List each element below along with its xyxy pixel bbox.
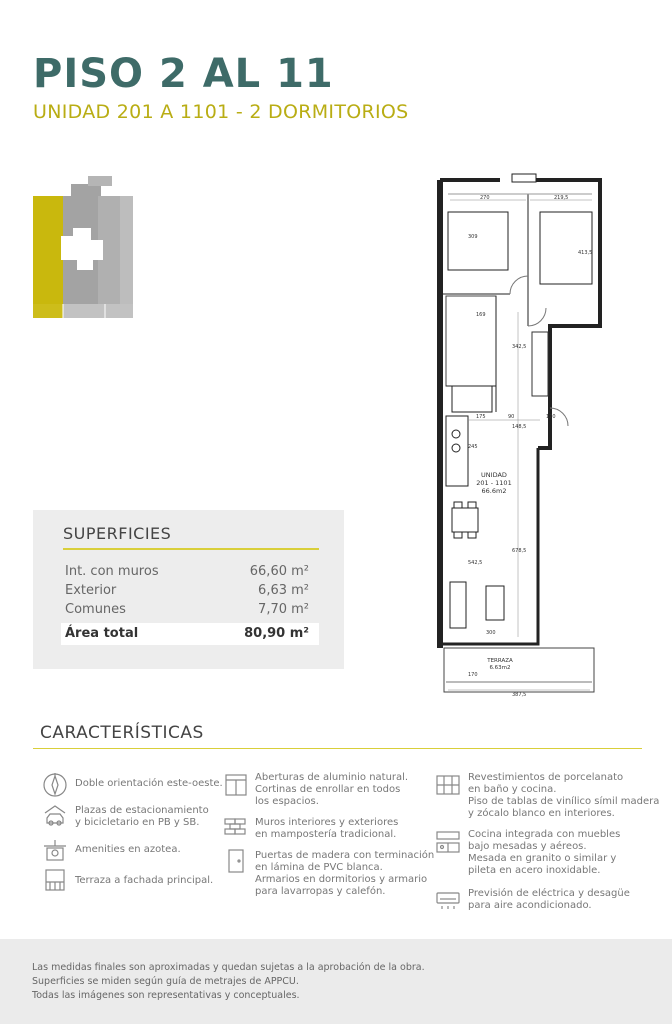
feature-terrace: Terraza a fachada principal.: [75, 875, 214, 886]
rooftop-amenities-icon: [42, 838, 68, 864]
page-subtitle: UNIDAD 201 A 1101 - 2 DORMITORIOS: [33, 101, 409, 123]
caracteristicas-divider: [33, 748, 642, 749]
unit-area-label: 66.6m2: [481, 487, 507, 495]
feature-windows: Aberturas de aluminio natural. Cortinas de enrollar en todos los espacios.: [255, 772, 409, 807]
footer: [0, 939, 672, 1024]
terrace-label: TERRAZA: [487, 658, 513, 664]
dim-219: 219,5: [554, 195, 569, 201]
feature-parking: Plazas de estacionamiento y bicicletario en PB y SB.: [75, 805, 209, 828]
surface-total-label: Área total: [65, 626, 139, 641]
kitchen-icon: [435, 829, 461, 855]
dim-342: 342,5: [512, 344, 527, 350]
window-icon: [223, 772, 249, 798]
feature-doors: Puertas de madera con terminación en lámina de PVC blanca. Armarios en dormitorios y armario para lavarropas y calefón.: [255, 850, 435, 897]
dim-170b: 170: [468, 672, 478, 678]
dim-678: 678,5: [512, 548, 527, 554]
dim-169: 169: [476, 312, 486, 318]
compass-icon: [42, 772, 68, 798]
caracteristicas-title: CARACTERÍSTICAS: [40, 723, 204, 743]
dim-309: 309: [468, 234, 478, 240]
surface-total-value: 80,90 m²: [244, 626, 309, 641]
unit-label: UNIDAD: [481, 471, 507, 479]
feature-air-conditioning: Previsión de eléctrica y desagüe para aire acondicionado.: [468, 888, 630, 911]
feature-orientation: Doble orientación este-oeste.: [75, 778, 223, 789]
key-plan: [33, 176, 133, 318]
floor-plan: [432, 172, 604, 700]
surface-label: Comunes: [65, 602, 126, 617]
dim-387: 387,5: [512, 692, 527, 698]
dim-175: 175: [476, 414, 486, 420]
surface-total-row: [61, 623, 319, 645]
surface-row-interior: [65, 564, 319, 579]
dim-300: 300: [486, 630, 496, 636]
surface-row-comunes: [65, 602, 319, 617]
car-parking-icon: [42, 803, 68, 829]
dim-90: 90: [508, 414, 515, 420]
footer-note: Las medidas finales son aproximadas y quedan sujetas a la aprobación de la obra.: [32, 962, 425, 973]
dim-413: 413,5: [578, 250, 593, 256]
door-icon: [223, 848, 249, 874]
unit-number-label: 201 - 1101: [476, 479, 512, 487]
surface-label: Int. con muros: [65, 564, 159, 579]
surface-label: Exterior: [65, 583, 117, 598]
dim-270: 270: [480, 195, 490, 201]
superficies-divider: [63, 548, 319, 550]
page-title: PISO 2 AL 11: [33, 51, 334, 97]
dim-542: 542,5: [468, 560, 483, 566]
tiles-icon: [435, 772, 461, 798]
surface-value: 66,60 m²: [249, 564, 309, 579]
superficies-box: [33, 510, 344, 669]
terrace-icon: [42, 867, 68, 893]
feature-kitchen: Cocina integrada con muebles bajo mesadas y aéreos. Mesada en granito o similar y pileta en acero inoxidable.: [468, 829, 621, 876]
air-conditioner-icon: [435, 887, 461, 913]
superficies-title: SUPERFICIES: [63, 524, 172, 543]
dim-245: 245: [468, 444, 478, 450]
surface-value: 7,70 m²: [258, 602, 309, 617]
feature-amenities: Amenities en azotea.: [75, 844, 181, 855]
footer-note: Todas las imágenes son representativas y conceptuales.: [32, 990, 300, 1001]
dim-148: 148,5: [512, 424, 527, 430]
feature-walls: Muros interiores y exteriores en mampostería tradicional.: [255, 817, 399, 840]
terrace-area-label: 6.63m2: [489, 665, 511, 671]
brick-wall-icon: [223, 813, 249, 839]
footer-note: Superficies se miden según guía de metrajes de APPCU.: [32, 976, 299, 987]
dim-170: 170: [546, 414, 556, 420]
surface-value: 6,63 m²: [258, 583, 309, 598]
feature-tiles: Revestimientos de porcelanato en baño y cocina. Piso de tablas de vinílico símil madera y zócalo blanco en interiores.: [468, 772, 660, 819]
key-plan-unit-highlight: [33, 196, 63, 318]
surface-row-exterior: [65, 583, 319, 598]
